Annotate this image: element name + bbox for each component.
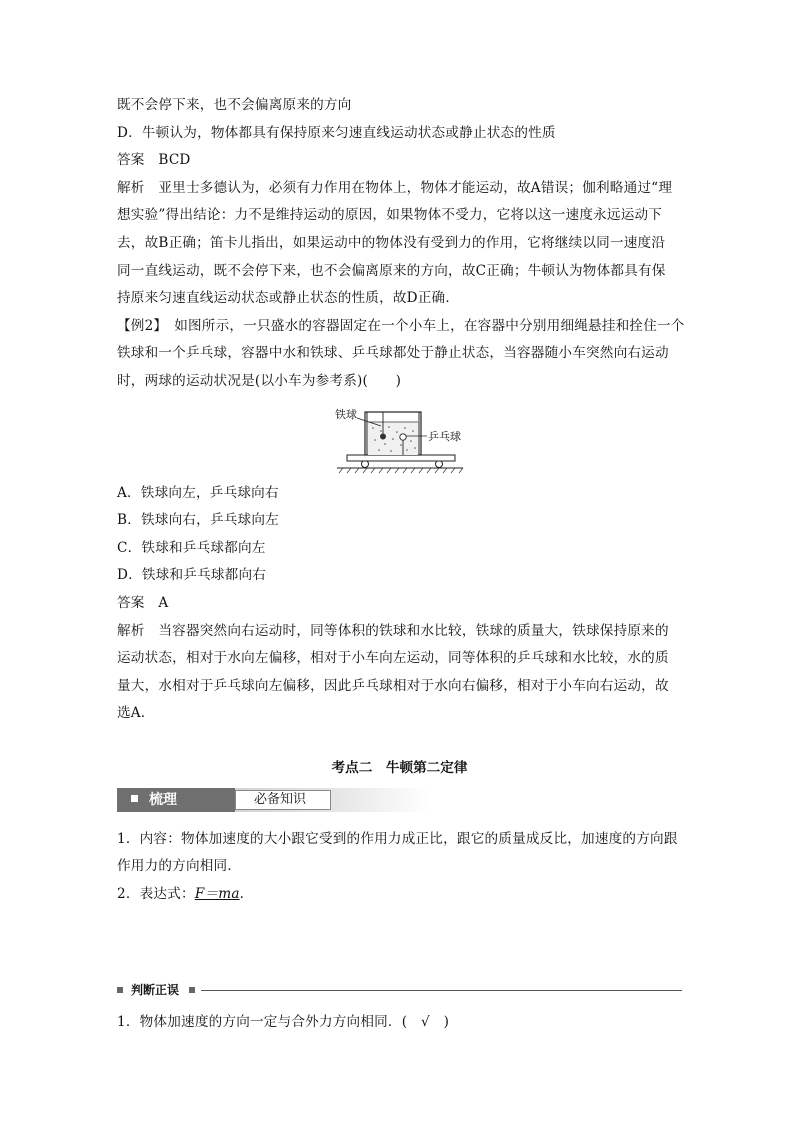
question-line: 铁球和一个乒乓球，容器中水和铁球、乒乓球都处于静止状态，当容器随小车突然向右运动 [117,345,669,362]
analysis-1 [117,175,682,313]
analysis-line: 解析 亚里士多德认为，必须有力作用在物体上，物体才能运动，故A错误；伽利略通过“理 [117,179,673,196]
analysis-line: 运动状态，相对于水向左偏移，相对于小车向左运动，同等体积的乒乓球和水比较，水的质 [117,650,669,667]
square-bullet-icon [117,987,123,993]
analysis-line: 解析 当容器突然向右运动时，同等体积的铁球和水比较，铁球的质量大，铁球保持原来的 [117,622,669,639]
text-line: 既不会停下来，也不会偏离原来的方向 [117,97,352,113]
judge-header [117,979,682,1001]
formula: F＝ma [194,886,240,903]
example-2-question [117,313,685,396]
options-list [117,480,682,590]
judge-item-1: 1．物体加速度的方向一定与合外力方向相同．( √ ) [117,1013,450,1030]
analysis-line: 选A. [117,705,146,722]
square-bullet-icon [131,795,138,802]
section-banner [117,788,682,812]
iron-ball-label: 铁球 [335,407,357,421]
content-item-1-cont: 作用力的方向相同． [117,858,242,875]
banner-subtitle: 必备知识 [235,790,331,810]
item-2-suffix: . [239,886,245,903]
pingpong-ball-label: 乒乓球 [428,429,461,443]
banner-tag [117,788,235,812]
analysis-line: 去，故B正确；笛卡儿指出，如果运动中的物体没有受到力的作用，它将继续以同一速度沿 [117,234,666,251]
container-on-cart-figure [117,396,682,480]
question-line: 时，两球的运动状况是(以小车为参考系)( ) [117,372,402,389]
option-a: A．铁球向左，乒乓球向右 [117,484,279,501]
option-d-prev: D．牛顿认为，物体都具有保持原来匀速直线运动状态或静止状态的性质 [117,124,556,141]
analysis-line: 持原来匀速直线运动状态或静止状态的性质，故D正确． [117,290,460,307]
question-line: 【例2】 如图所示，一只盛水的容器固定在一个小车上，在容器中分别用细绳悬挂和拴住一个 [117,317,685,334]
content-item-1: 1．内容：物体加速度的大小跟它受到的作用力成正比，跟它的质量成反比，加速度的方向跟 [117,830,678,847]
option-d: D．铁球和乒乓球都向右 [117,567,267,584]
judge-label: 判断正误 [131,982,180,997]
banner-tag-label: 梳理 [149,791,177,808]
item-2-prefix: 2．表达式： [117,886,195,903]
option-b: B．铁球向右，乒乓球向左 [117,512,279,529]
answer-2: 答案 A [117,594,169,611]
cart-diagram [335,398,475,478]
content-item-2 [117,881,682,909]
square-bullet-icon [189,987,195,993]
divider [201,990,682,991]
answer-1: 答案 BCD [117,152,191,169]
analysis-line: 量大，水相对于乒乓球向左偏移，因此乒乓球相对于水向右偏移，相对于小车向右运动，故 [117,677,669,694]
analysis-line: 同一直线运动，既不会停下来，也不会偏离原来的方向，故C正确；牛顿认为物体都具有保 [117,262,666,279]
section-title: 考点二 牛顿第二定律 [331,759,468,776]
analysis-line: 想实验”得出结论：力不是维持运动的原因，如果物体不受力，它将以这一速度永远运动下 [117,207,663,224]
option-c: C．铁球和乒乓球都向左 [117,539,266,556]
analysis-2 [117,618,682,728]
document-page [117,92,685,1036]
